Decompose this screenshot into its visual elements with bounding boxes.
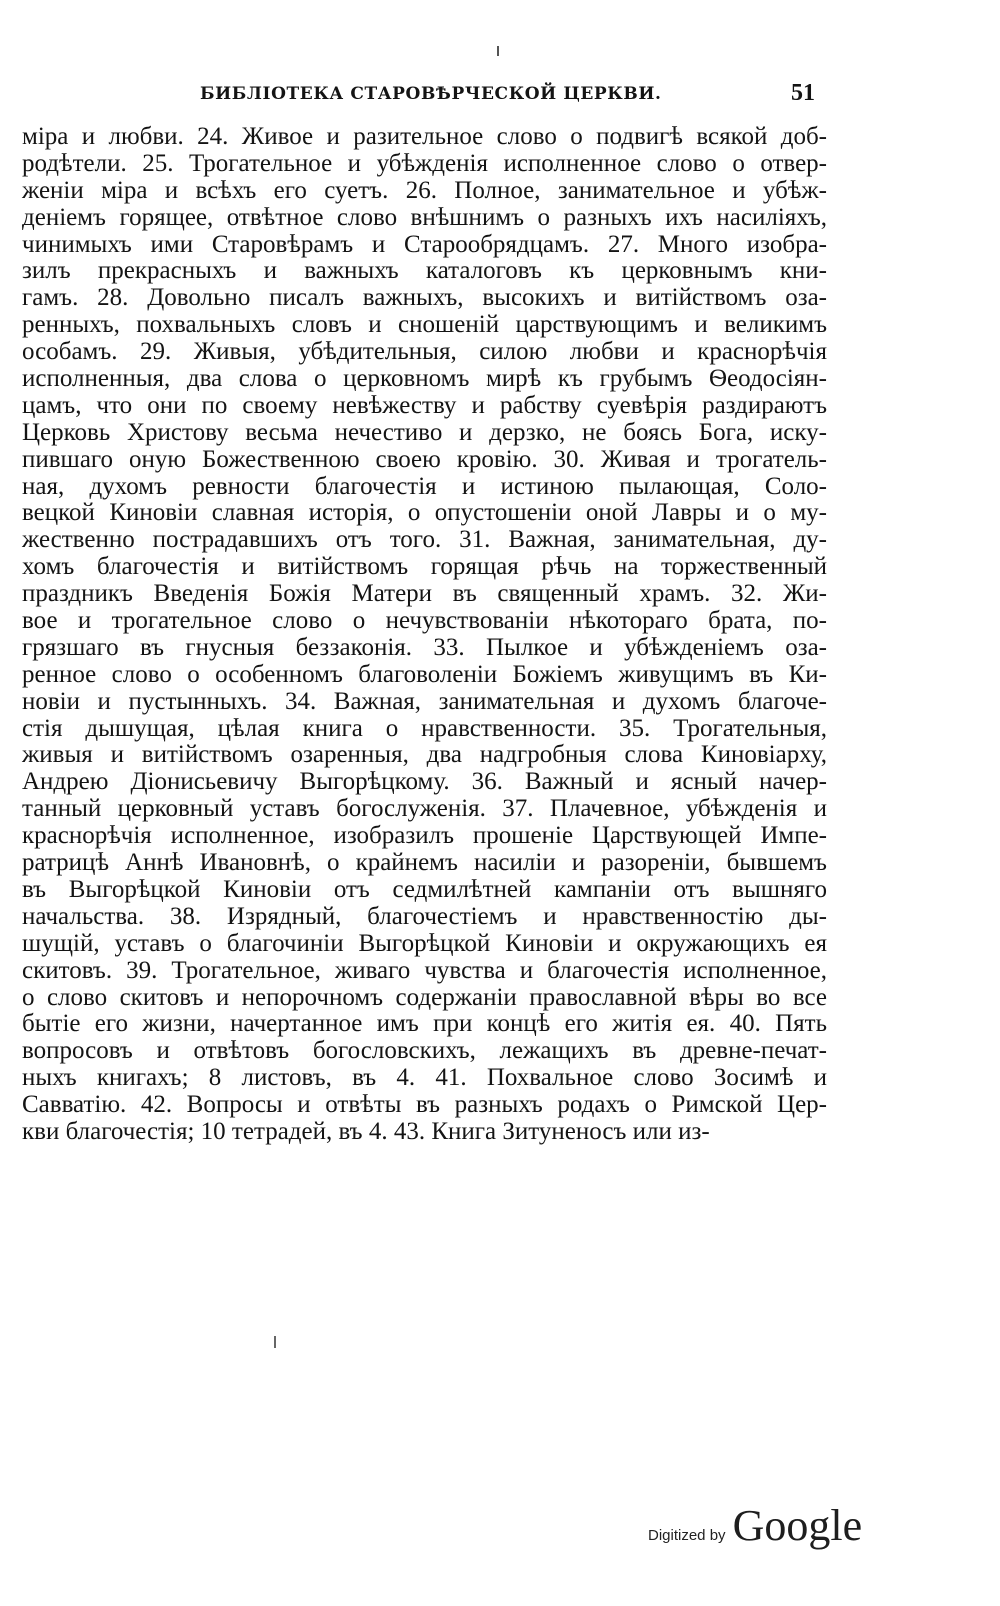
text-line: вопросовъ и отвѣтовъ богословскихъ, лежащихъ въ древне-печат- — [22, 1037, 827, 1065]
running-head: БИБЛІОТЕКА СТАРОВѢРЧЕСКОЙ ЦЕРКВИ. — [200, 84, 662, 104]
text-line: пившаго оную Божественною своею кровію. 30. Живая и трогатель- — [22, 445, 827, 473]
text-line: особамъ. 29. Живыя, убѣдительныя, силою любви и краснорѣчія — [22, 338, 827, 366]
text-line: цамъ, что они по своему невѣжеству и рабству суевѣрія раздираютъ — [22, 391, 827, 419]
text-line: ная, духомъ ревности благочестія и истиною пылающая, Соло- — [22, 472, 827, 500]
scan-mark-top — [497, 46, 499, 56]
text-line: гамъ. 28. Довольно писалъ важныхъ, высокихъ и витійствомъ оза- — [22, 284, 827, 312]
text-line: жественно пострадавшихъ отъ того. 31. Важная, занимательная, ду- — [22, 526, 827, 554]
text-line: вое и трогательное слово о нечувствованіи нѣкотораго брата, по- — [22, 607, 827, 635]
text-line: скитовъ. 39. Трогательное, живаго чувства и благочестія исполненное, — [22, 956, 827, 984]
digitized-by-watermark — [648, 1500, 862, 1560]
text-line: Савватію. 42. Вопросы и отвѣты въ разныхъ родахъ о Римской Цер- — [22, 1091, 827, 1119]
text-line: ныхъ книгахъ; 8 листовъ, въ 4. 41. Похвальное слово Зосимѣ и — [22, 1064, 827, 1092]
text-line: Церковь Христову весьма нечестиво и дерзко, не боясь Бога, иску- — [22, 418, 827, 446]
text-line: танный церковный уставъ богослуженія. 37. Плачевное, убѣжденія и — [22, 795, 827, 823]
text-line: міра и любви. 24. Живое и разительное слово о подвигѣ всякой доб- — [22, 123, 827, 150]
page-header — [200, 80, 815, 110]
text-line: новіи и пустынныхъ. 34. Важная, занимательная и духомъ благоче- — [22, 687, 827, 715]
text-line: въ Выгорѣцкой Киновіи отъ седмилѣтней кампаніи отъ вышняго — [22, 875, 827, 903]
text-line: зилъ прекрасныхъ и важныхъ каталоговъ къ церковнымъ кни- — [22, 257, 827, 285]
text-line: женіи міра и всѣхъ его суетъ. 26. Полное, занимательное и убѣж- — [22, 176, 827, 204]
text-line: Андрею Діонисьевичу Выгорѣцкому. 36. Важный и ясный начер- — [22, 768, 827, 796]
text-line: ренное слово о особенномъ благоволеніи Божіемъ живущимъ въ Ки- — [22, 660, 827, 688]
text-line: бытіе его жизни, начертанное имъ при концѣ его житія ея. 40. Пять — [22, 1010, 827, 1038]
google-logo: Google — [732, 1501, 863, 1550]
text-line: краснорѣчія исполненное, изобразилъ прошеніе Царствующей Импе- — [22, 822, 827, 850]
text-line: начальства. 38. Изрядный, благочестіемъ и нравственностію ды- — [22, 902, 827, 930]
text-line: шущій, уставъ о благочиніи Выгорѣцкой Киновіи и окружающихъ ея — [22, 929, 827, 957]
text-line: ренныхъ, похвальныхъ словъ и сношеній царствующимъ и великимъ — [22, 311, 827, 339]
text-line: стія дышущая, цѣлая книга о нравственности. 35. Трогательныя, — [22, 714, 827, 742]
text-line: живыя и витійствомъ озаренныя, два надгробныя слова Киновіарху, — [22, 741, 827, 769]
scan-mark-bottom — [274, 1336, 276, 1348]
text-line: деніемъ горящее, отвѣтное слово внѣшнимъ о разныхъ ихъ насиліяхъ, — [22, 203, 827, 231]
text-line: ратрицѣ Аннѣ Ивановнѣ, о крайнемъ насиліи и разореніи, бывшемъ — [22, 849, 827, 877]
text-line: о слово скитовъ и непорочномъ содержаніи православной вѣры во все — [22, 983, 827, 1011]
body-text — [22, 124, 827, 1146]
text-line: вецкой Киновіи славная исторія, о опустошеніи оной Лавры и о му- — [22, 499, 827, 527]
text-line: кви благочестія; 10 тетрадей, въ 4. 43. Книга Зитуненосъ или из- — [22, 1117, 710, 1145]
text-line: праздникъ Введенія Божія Матери въ священный храмъ. 32. Жи- — [22, 580, 827, 608]
text-line: грязшаго въ гнусныя беззаконія. 33. Пылкое и убѣжденіемъ оза- — [22, 633, 827, 661]
watermark-prefix: Digitized by — [648, 1527, 726, 1544]
text-line: исполненныя, два слова о церковномъ мирѣ къ грубымъ Ѳеодосіян- — [22, 365, 827, 393]
text-line: хомъ благочестія и витійствомъ горящая рѣчь на торжественный — [22, 553, 827, 581]
page-number: 51 — [791, 80, 815, 106]
text-line: родѣтели. 25. Трогательное и убѣжденія исполненное слово о отвер- — [22, 149, 827, 177]
text-line: чинимыхъ ими Старовѣрамъ и Старообрядцамъ. 27. Много изобра- — [22, 230, 827, 258]
